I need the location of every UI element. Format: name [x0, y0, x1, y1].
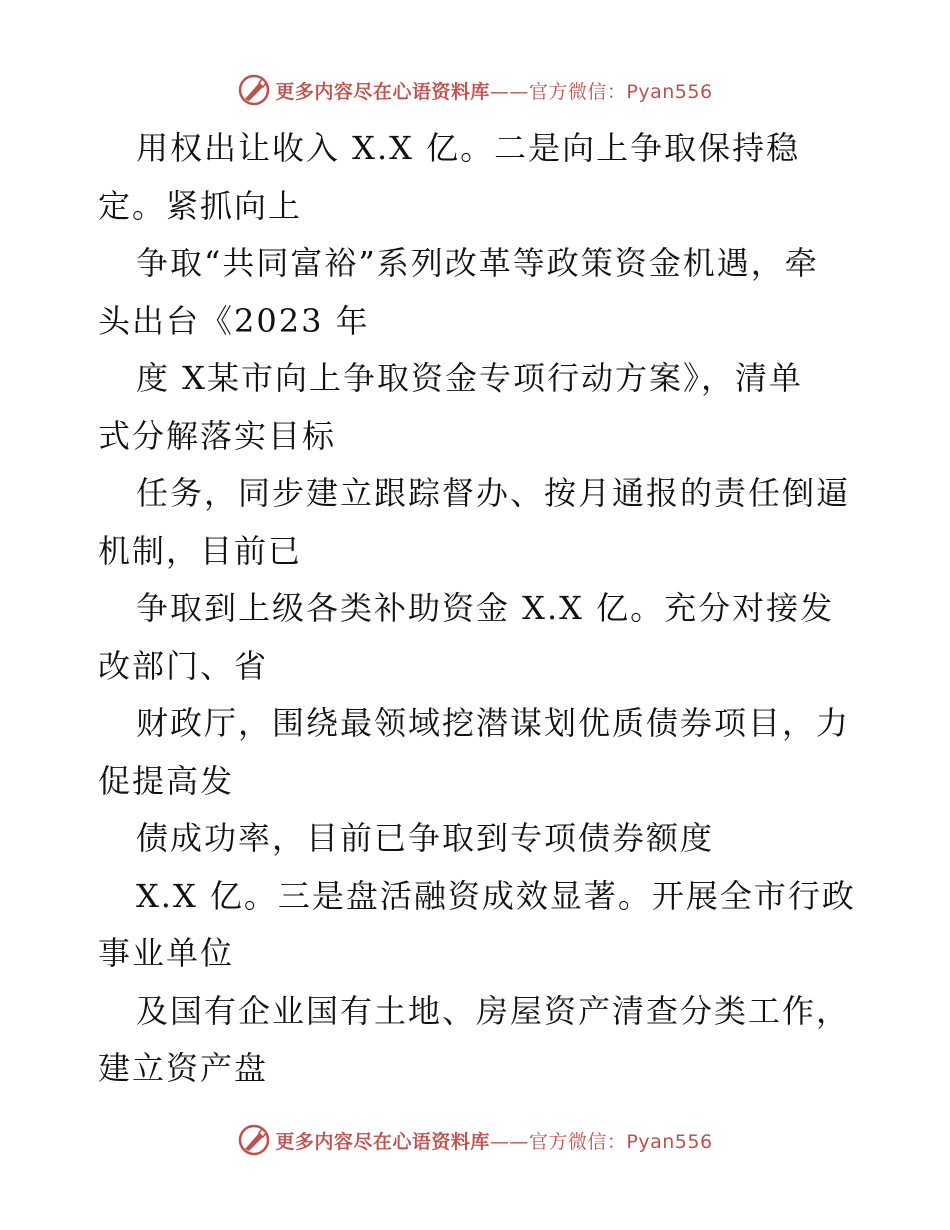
body-text-line: 机制，目前已	[98, 531, 303, 570]
body-text-line: 建立资产盘	[98, 1049, 269, 1087]
header-separator: ——	[489, 80, 529, 103]
body-text-line: 事业单位	[98, 934, 235, 972]
body-text-line: 用权出让收入 X.X 亿。二是向上争取保持稳	[136, 129, 801, 167]
body-text-line: 争取到上级各类补助资金 X.X 亿。充分对接发	[136, 589, 835, 627]
body-text-line: 头出台《2023 年	[98, 301, 370, 340]
footer-separator: ——	[489, 1130, 529, 1153]
body-text-line: 财政厅，围绕最领域挖潜谋划优质债券项目，力	[136, 704, 851, 742]
pen-logo-icon	[237, 1123, 271, 1157]
document-body	[98, 120, 858, 1098]
footer-text	[275, 1127, 712, 1154]
body-text-line: 改部门、省	[98, 646, 269, 685]
body-text-line: 及国有企业国有土地、房屋资产清查分类工作，	[136, 991, 851, 1030]
body-text-line: 争取“共同富裕”系列改革等政策资金机遇，牵	[136, 244, 819, 282]
header-text	[275, 77, 712, 104]
body-text-line: 任务，同步建立跟踪督办、按月通报的责任倒逼	[136, 474, 851, 512]
pen-logo-icon	[237, 73, 271, 107]
header-banner	[0, 70, 950, 110]
footer-wechat: 官方微信：Pyan556	[528, 1130, 713, 1153]
body-text-line: 促提高发	[98, 761, 235, 800]
body-text-line: 式分解落实目标	[98, 416, 337, 455]
footer-brand: 更多内容尽在心语资料库	[275, 1130, 490, 1153]
header-wechat: 官方微信：Pyan556	[528, 80, 713, 103]
body-text-line: 债成功率，目前已争取到专项债券额度	[136, 819, 715, 857]
body-text-line: 定。紧抓向上	[98, 186, 303, 225]
body-text-line: 度 X某市向上争取资金专项行动方案》，清单	[136, 359, 803, 397]
body-text-line: X.X 亿。三是盘活融资成效显著。开展全市行政	[136, 876, 856, 915]
footer-banner	[0, 1120, 950, 1160]
header-brand: 更多内容尽在心语资料库	[275, 80, 490, 103]
